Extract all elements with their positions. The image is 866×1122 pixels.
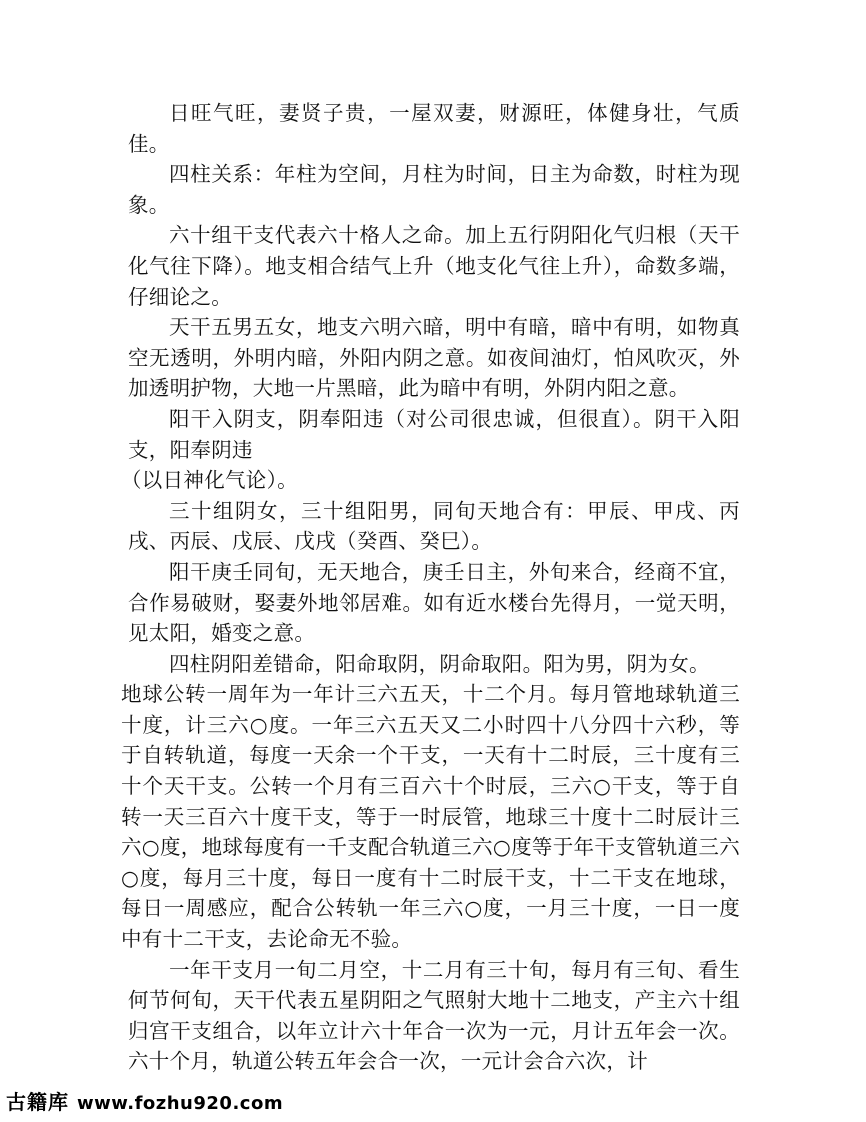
paragraph-tiangan-dizhi: 天干五男五女，地支六明六暗，明中有暗，暗中有明，如物真空无透明，外明内暗，外阳内阴之意。如夜间油灯，怕风吹灭，外加透明护物，大地一片黑暗，此为暗中有明，外阴内阳之意。 [128, 315, 740, 401]
footer-watermark [6, 1086, 283, 1116]
paragraph-yang-gan-yin-zhi: 阳干入阴支，阴奉阳违（对公司很忠诚，但很直）。阴干入阳支，阳奉阴违 [128, 406, 740, 462]
paragraph-yin-yang-cha-cuo: 四柱阴阳差错命，阳命取阴，阴命取阳。阳为男，阴为女。 [169, 651, 710, 676]
paragraph-ri-shen-note: （以日神化气论）。 [121, 468, 298, 493]
paragraph-geng-ren: 阳干庚壬同旬，无天地合，庚壬日主，外旬来合，经商不宜，合作易破财，娶妻外地邻居难。如有近水楼台先得月，一觉天明，见太阳，婚变之意。 [128, 559, 740, 646]
page-body [121, 98, 740, 1077]
paragraph-yi-nian-ganzhi: 一年干支月一旬二月空，十二月有三十旬，每月有三旬、看生何节何旬，天干代表五星阴阳之气照射大地十二地支，产主六十组归宫干支组合，以年立计六十年合一次为一元，月计五年会一次。六十个月，轨道公转五年会合一次，一元计会合六次，计 [128, 957, 740, 1074]
paragraph-wang-qi: 日旺气旺，妻贤子贵，一屋双妻，财源旺，体健身壮，气质佳。 [128, 101, 740, 156]
paragraph-liushi-ganzhi: 六十组干支代表六十格人之命。加上五行阴阳化气归根（天干化气往下降）。地支相合结气上升（地支化气往上升），命数多端，仔细论之。 [128, 223, 740, 309]
site-url: www.fozhu920.com [77, 1093, 284, 1114]
paragraph-si-zhu-guanxi: 四柱关系：年柱为空间，月柱为时间，日主为命数，时柱为现象。 [128, 162, 740, 217]
site-name: 古籍库 [6, 1090, 69, 1114]
paragraph-tong-xun: 三十组阴女，三十组阳男，同旬天地合有：甲辰、甲戌、丙戌、丙辰、戊辰、戊戌（癸酉、癸巳）。 [128, 498, 740, 554]
paragraph-di-qiu-gong-zhuan: 地球公转一周年为一年计三六五天，十二个月。每月管地球轨道三十度，计三六○度。一年三六五天又二小时四十八分四十六秒，等于自转轨道，每度一天余一个干支，一天有十二时辰，三十度有三十个天干支。公转一个月有三百六十个时辰，三六○干支，等于自转一天三百六十度干支，等于一时辰管，地球三十度十二时辰计三六○度，地球每度有一千支配合轨道三六○度等于年干支管轨道三六○度，每月三十度，每日一度有十二时辰干支，十二干支在地球，每日一周感应，配合公转轨一年三六○度，一月三十度，一日一度中有十二干支，去论命无不验。 [121, 682, 740, 952]
